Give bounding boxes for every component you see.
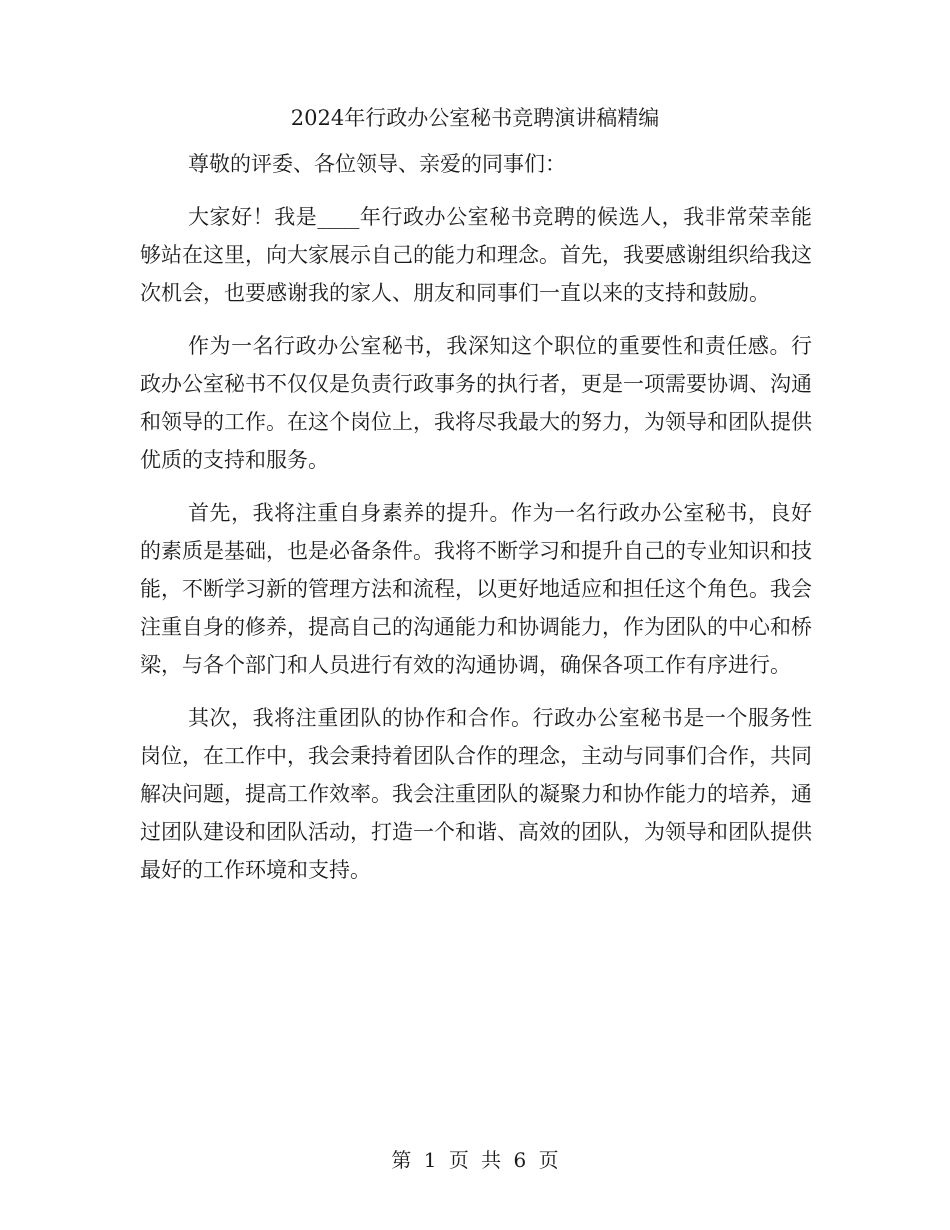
paragraph-role-understanding: 作为一名行政办公室秘书，我深知这个职位的重要性和责任感。行政办公室秘书不仅仅是负责行政事务的执行者，更是一项需要协调、沟通和领导的工作。在这个岗位上，我将尽我最大的努力，为领导和团队提供优质的支持和服务。 [140, 334, 812, 472]
document-title: 2024年行政办公室秘书竞聘演讲稿精编 [290, 106, 660, 130]
paragraph-self-improvement: 首先，我将注重自身素养的提升。作为一名行政办公室秘书，良好的素质是基础，也是必备条件。我将不断学习和提升自己的专业知识和技能，不断学习新的管理方法和流程，以更好地适应和担任这个角色。我会注重自身的修养，提高自己的沟通能力和协调能力，作为团队的中心和桥梁，与各个部门和人员进行有效的沟通协调，确保各项工作有序进行。 [140, 501, 812, 677]
salutation: 尊敬的评委、各位领导、亲爱的同事们： [188, 152, 566, 176]
document-body [140, 145, 812, 904]
paragraph-teamwork: 其次，我将注重团队的协作和合作。行政办公室秘书是一个服务性岗位，在工作中，我会秉持着团队合作的理念，主动与同事们合作，共同解决问题，提高工作效率。我会注重团队的凝聚力和协作能力的培养，通过团队建设和团队活动，打造一个和谐、高效的团队，为领导和团队提供最好的工作环境和支持。 [140, 706, 812, 882]
paragraph-greeting: 大家好！我是____年行政办公室秘书竞聘的候选人，我非常荣幸能够站在这里，向大家展示自己的能力和理念。首先，我要感谢组织给我这次机会，也要感谢我的家人、朋友和同事们一直以来的支持和鼓励。 [140, 205, 812, 305]
page-number-footer: 第 1 页 共 6 页 [391, 1148, 559, 1172]
